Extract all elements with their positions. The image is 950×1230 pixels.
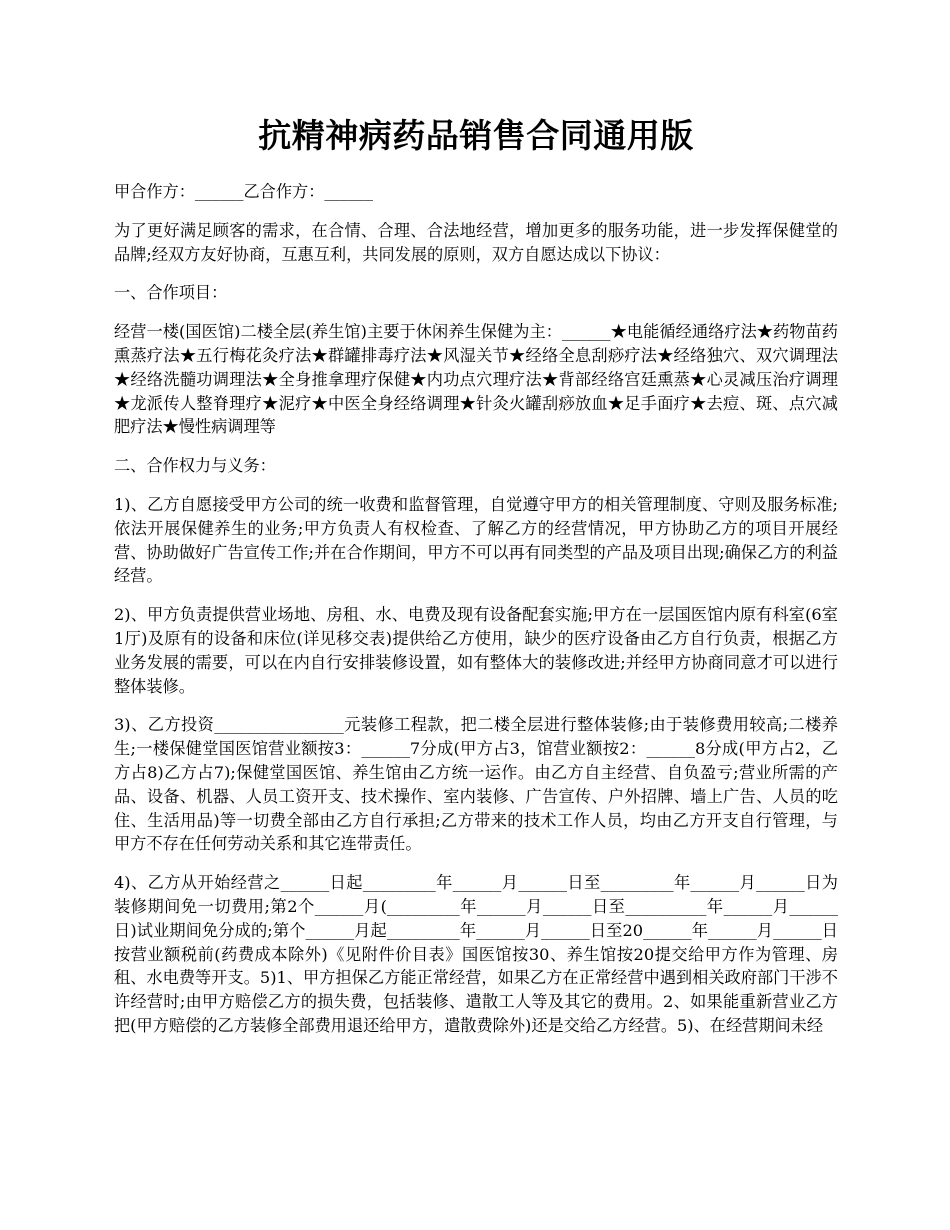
document-body: [114, 180, 838, 1053]
section-heading-rights-obligations: 二、合作权力与义务：: [114, 456, 276, 476]
clause-1-paragraph: 1)、乙方自愿接受甲方公司的统一收费和监督管理，自觉遵守甲方的相关管理制度、守则及服务标准;依法开展保健养生的业务;甲方负责人有权检查、了解乙方的经营情况，甲方协助乙方的项目开展经营、协助做好广告宣传工作;并在合作期间，甲方不可以再有同类型的产品及项目出现;确保乙方的利益经营。: [114, 494, 838, 586]
cooperation-items-paragraph: 经营一楼(国医馆)二楼全层(养生馆)主要于休闲养生保健为主：______★电能循经通络疗法★药物苗药熏蒸疗法★五行梅花灸疗法★群罐排毒疗法★风湿关节★经络全息刮痧疗法★经络独穴、双穴调理法★经络洗髓功调理法★全身推拿理疗保健★内功点穴理疗法★背部经络宫廷熏蒸★心灵减压治疗调理★龙派传人整脊理疗★泥疗★中医全身经络调理★针灸火罐刮痧放血★足手面疗★去痘、斑、点穴减肥疗法★慢性病调理等: [114, 322, 838, 437]
clause-4-paragraph: 4)、乙方从开始经营之______日起_________年______月______日至_________年______月______日为装修期间免一切费用;第2个______月(_________年______月______日至__________年______月______日)试业期间免分成的;第个______月起_________年______月______日至20______年______月______日按营业额税前(药费成本除外)《见附件价目表》国医馆按30、养生馆按20提交给甲方作为管理、房租、水电费等开支。5)1、甲方担保乙方能正常经营，如果乙方在正常经营中遇到相关政府部门干涉不许经营时;由甲方赔偿乙方的损失费，包括装修、遣散工人等及其它的费用。2、如果能重新营业乙方把(甲方赔偿的乙方装修全部费用退还给甲方，遣散费除外)还是交给乙方经营。5)、在经营期间未经: [114, 873, 838, 1035]
parties-line: 甲合作方：______乙合作方：______: [114, 182, 373, 201]
document-title: 抗精神病药品销售合同通用版: [258, 116, 694, 155]
clause-3-paragraph: 3)、乙方投资________________元装修工程款，把二楼全层进行整体装修;由于装修费用较高;二楼养生;一楼保健堂国医馆营业额按3：______7分成(甲方占3，馆营业额按2：______8分成(甲方占2，乙方占8)乙方占7);保健堂国医馆、养生馆由乙方统一运作。由乙方自主经营、自负盈亏;营业所需的产品、设备、机器、人员工资开支、技术操作、室内装修、广告宣传、户外招牌、墙上广告、人员的吃住、生活用品)等一切费全部由乙方自行承担;乙方带来的技术工作人员，均由乙方开支自行管理，与甲方不存在任何劳动关系和其它连带责任。: [114, 715, 838, 854]
clause-2-paragraph: 2)、甲方负责提供营业场地、房租、水、电费及现有设备配套实施;甲方在一层国医馆内原有科室(6室1厅)及原有的设备和床位(详见移交表)提供给乙方使用，缺少的医疗设备由乙方自行负责，根据乙方业务发展的需要，可以在内自行安排装修设置，如有整体大的装修改进;并经甲方协商同意才可以进行整体装修。: [114, 605, 838, 696]
preamble-paragraph: 为了更好满足顾客的需求，在合情、合理、合法地经营，增加更多的服务功能，进一步发挥保健堂的品牌;经双方友好协商，互惠互利，共同发展的原则，双方自愿达成以下协议：: [114, 220, 838, 264]
section-heading-cooperation-items: 一、合作项目：: [114, 283, 228, 303]
